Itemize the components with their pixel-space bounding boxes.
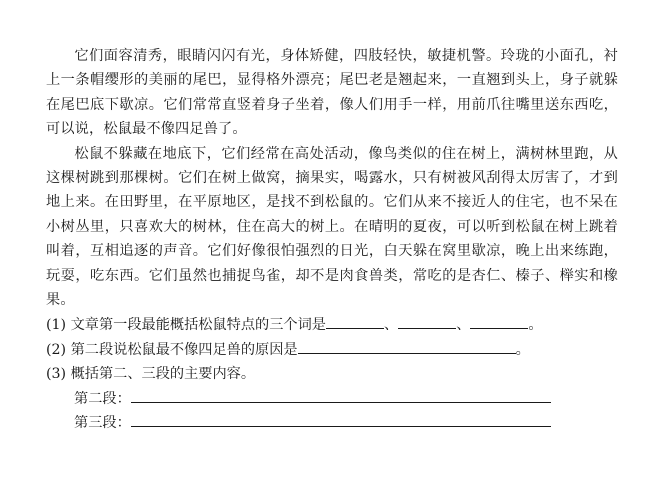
exercise-page [46, 44, 618, 436]
separator: 、 [383, 317, 399, 334]
answer-blank-3a[interactable] [131, 388, 551, 403]
answer-blank-1c[interactable] [470, 314, 528, 329]
question-3-paragraph-2 [46, 387, 618, 411]
question-2-text: (2) 第二段说松鼠最不像四足兽的原因是 [46, 341, 298, 358]
question-1 [46, 313, 618, 337]
question-3-paragraph-3 [46, 411, 618, 435]
question-2-end: 。 [515, 341, 530, 358]
question-1-text: (1) 文章第一段最能概括松鼠特点的三个词是 [46, 317, 326, 334]
answer-blank-1a[interactable] [326, 314, 384, 329]
question-1-end: 。 [528, 317, 543, 334]
passage-paragraph-1: 它们面容清秀，眼睛闪闪有光，身体矫健，四肢轻快，敏捷机警。玲珑的小面孔，衬上一条帽缨形的美丽的尾巴，显得格外漂亮；尾巴老是翘起来，一直翘到头上，身子就躲在尾巴底下歇凉。它们常常直竖着身子坐着，像人们用手一样，用前爪往嘴里送东西吃，可以说，松鼠最不像四足兽了。 [46, 48, 618, 138]
answer-blank-1b[interactable] [398, 314, 456, 329]
passage-paragraph-2: 松鼠不躲藏在地底下，它们经常在高处活动，像鸟类似的住在树上，满树林里跑，从这棵树跳到那棵树。它们在树上做窝，摘果实，喝露水，只有树被风刮得太厉害了，才到地上来。在田野里，在平原地区，是找不到松鼠的。它们从来不接近人的住宅，也不呆在小树丛里，只喜欢大的树林，住在高大的树上。在晴明的夏夜，可以听到松鼠在树上跳着叫着，互相追逐的声音。它们好像很怕强烈的日光，白天躲在窝里歇凉，晚上出来练跑，玩耍，吃东西。它们虽然也捕捉鸟雀，却不是肉食兽类，常吃的是杏仁、榛子、榉实和橡果。 [46, 145, 618, 309]
question-3-text: (3) 概括第二、三段的主要内容。 [46, 366, 256, 383]
separator: 、 [456, 317, 471, 334]
answer-blank-2[interactable] [298, 339, 516, 354]
question-2 [46, 338, 618, 362]
paragraph-3-label: 第三段： [74, 415, 131, 432]
paragraph-2-label: 第二段： [74, 390, 131, 407]
question-3 [46, 362, 618, 386]
answer-blank-3b[interactable] [131, 412, 551, 427]
question-list [46, 313, 618, 435]
